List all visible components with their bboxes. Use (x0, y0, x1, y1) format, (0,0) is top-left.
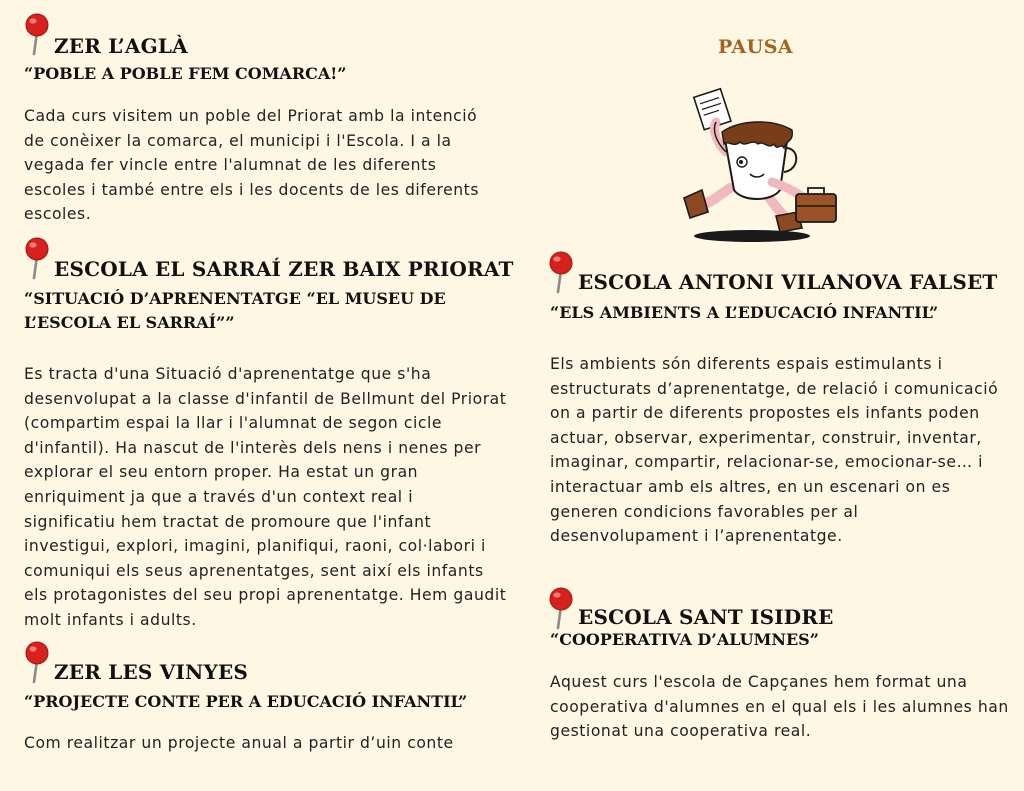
section-body: Aquest curs l'escola de Capçanes hem format una cooperativa d'alumnes en el qual els i les alumnes han gestionat una cooperativa real. (550, 673, 1009, 741)
section-body: Es tracta d'una Situació d'aprenentatge que s'ha desenvolupat a la classe d'infantil de Bellmunt del Priorat (compartim espai la llar i l'alumnat de segon cicle d'infantil). Ha nascut de l'interès dels nens i nenes per explorar el seu entorn proper. Ha estat un gran enriquiment ja que a través d'un context real i significatiu hem tractat de promoure que l'infant investigui, explori, imagini, planifiqui, raoni, col·labori i comuniqui els seus aprenentatges, sent així els infants els protagonistes del seu propi aprenentatge. Hem gaudit molt infants i adults. (24, 365, 507, 629)
section-title: ZER L’AGLÀ (54, 34, 188, 58)
section-subtitle: “PROJECTE CONTE PER A EDUCACIÓ INFANTIL” (24, 692, 468, 711)
section-title: ZER LES VINYES (54, 660, 249, 684)
section-subtitle: “SITUACIÓ D’APRENENTATGE “EL MUSEU DE L’ESCOLA EL SARRAÍ”” (24, 289, 446, 332)
map-pin-icon (546, 250, 576, 294)
section-body: Com realitzar un projecte anual a partir d’uin conte (24, 734, 454, 752)
map-pin-icon (22, 640, 52, 684)
section-subtitle: “ELS AMBIENTS A L’EDUCACIÓ INFANTIL” (550, 303, 939, 322)
section-title: ESCOLA EL SARRAÍ ZER BAIX PRIORAT (54, 257, 514, 281)
section-subtitle: “POBLE A POBLE FEM COMARCA!” (24, 64, 347, 83)
map-pin-icon (22, 12, 52, 56)
section-body: Els ambients són diferents espais estimulants i estructurats d’aprenentatge, de relació i comunicació on a partir de diferents propostes els infants poden actuar, observar, experimentar, construir, inventar, imaginar, compartir, relacionar-se, emocionar-se… i interactuar amb els altres, en un escenari on es generen condicions favorables per al desenvolupament i l’aprenentatge. (550, 355, 999, 546)
section-title: ESCOLA SANT ISIDRE (578, 605, 834, 629)
map-pin-icon (546, 586, 576, 630)
map-pin-icon (22, 236, 52, 280)
running-coffee-cup-illustration (668, 86, 844, 246)
section-title: ESCOLA ANTONI VILANOVA FALSET (578, 270, 998, 294)
section-subtitle: “COOPERATIVA D’ALUMNES” (550, 630, 819, 649)
section-body: Cada curs visitem un poble del Priorat amb la intenció de conèixer la comarca, el municipi i l'Escola. I a la vegada fer vincle entre l'alumnat de les diferents escoles i també entre els i les docents de les diferents escoles. (24, 107, 479, 224)
pausa-heading: PAUSA (718, 36, 794, 58)
